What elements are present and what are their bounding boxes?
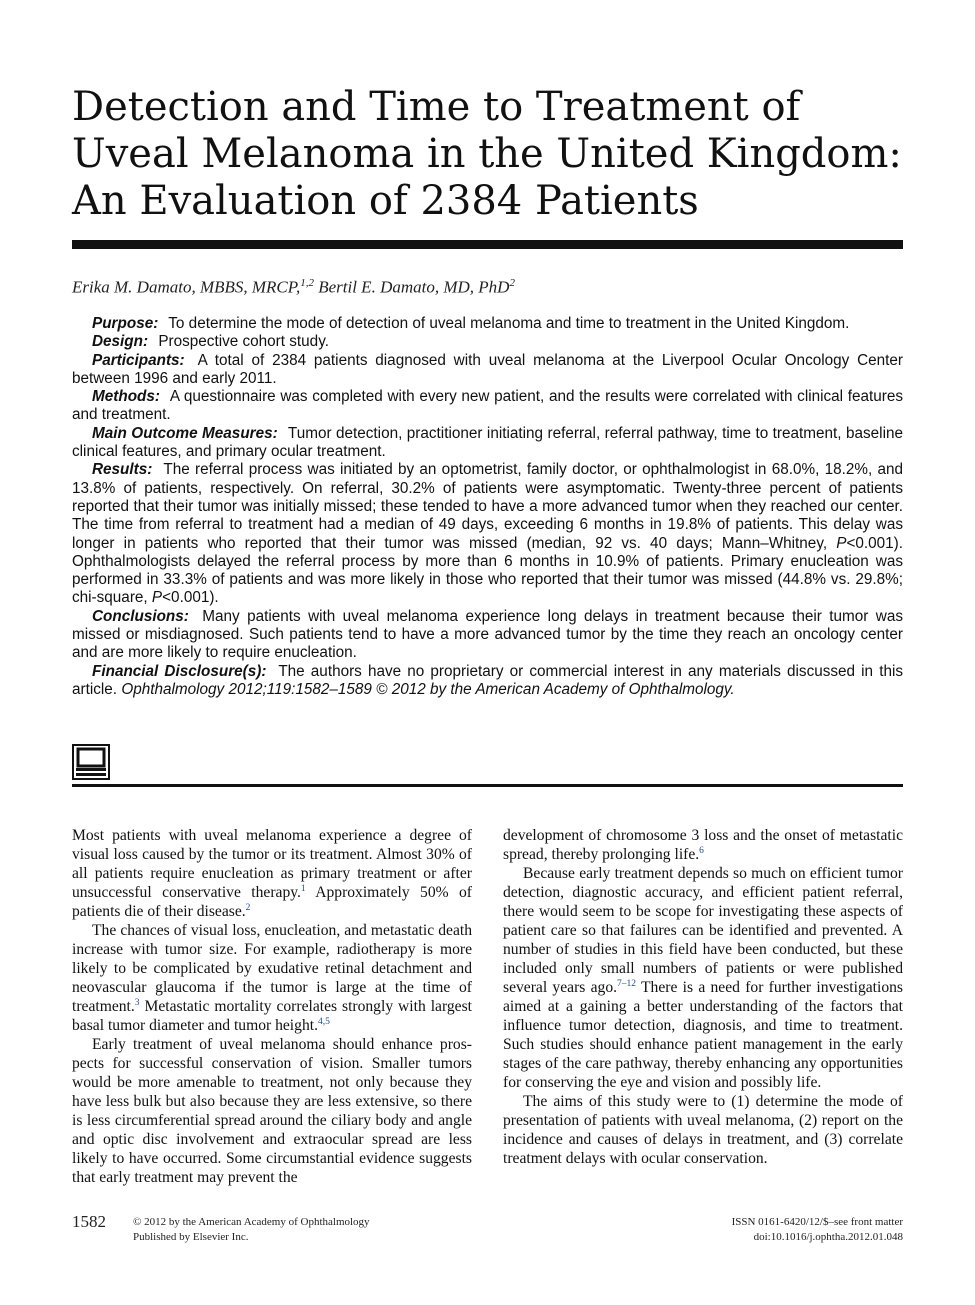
abstract bbox=[72, 315, 903, 699]
body-paragraph bbox=[72, 826, 472, 921]
participants-label: Participants: bbox=[92, 351, 185, 369]
reference-link[interactable]: 4,5 bbox=[317, 1016, 330, 1027]
page-number: 1582 bbox=[72, 1212, 106, 1231]
body-paragraph: Early treatment of uveal melanoma should enhance prospects for successful conservation of vision. Smaller tumors would be more amenable to treatment, not only because they have less bulk but also because they are less extensive, so there is less circumferential spread around the ciliary body and angle and optic disc involvement and extraocular spread are less likely to have occurred. Some circumstantial evidence suggests that early treatment may prevent the bbox=[72, 1036, 472, 1186]
purpose-label: Purpose: bbox=[92, 315, 159, 332]
abstract-conclusions bbox=[72, 608, 903, 663]
author-2-affiliation: 2 bbox=[509, 277, 515, 289]
footer-copyright: © 2012 by the American Academy of Ophthalmology bbox=[133, 1216, 370, 1228]
body-paragraph: The aims of this study were to (1) determine the mode of presentation of patients with uveal melanoma, (2) report on the incidence and causes of delays in treatment, and (3) correlate treatment delays with ocular conservation. bbox=[503, 1093, 903, 1167]
reference-link[interactable]: 6 bbox=[699, 845, 704, 856]
methods-label: Methods: bbox=[92, 388, 160, 406]
author-1-affiliation: 1,2 bbox=[300, 277, 314, 289]
computer-monitor-icon[interactable] bbox=[72, 744, 110, 780]
abstract-methods bbox=[72, 388, 903, 425]
main-outcome-text: Tumor detection, practitioner initiating referral, referral pathway, time to treatment, baseline clinical features, and primary ocular treatment. bbox=[72, 424, 903, 461]
main-outcome-label: Main Outcome Measures: bbox=[92, 424, 278, 442]
purpose-text: To determine the mode of detection of uveal melanoma and time to treatment in the United Kingdom. bbox=[168, 315, 850, 332]
abstract-results bbox=[72, 461, 903, 607]
body-column-left bbox=[72, 826, 472, 1187]
body-paragraph bbox=[503, 864, 903, 1092]
body-text: Approximately 50% of patients die of their disease. bbox=[72, 884, 472, 920]
body-text: Because early treatment depends so much on efficient tumor detection, diagnostic accuracy, and efficient patient referral, there would seem to be scope for investigating these aspects of patient care so that failures can be identified and prevented. A number of studies in this field have been conducted, but these included only small numbers of patients or were published several years ago. bbox=[503, 865, 903, 996]
results-text-c: <0.001). bbox=[162, 589, 219, 607]
results-p-value-2: P bbox=[151, 589, 163, 607]
footer-publisher: Published by Elsevier Inc. bbox=[133, 1231, 249, 1243]
abstract-participants bbox=[72, 352, 903, 389]
financial-text: The authors have no proprietary or commercial interest in any materials discussed in this article. bbox=[72, 662, 904, 698]
body-column-right bbox=[503, 826, 903, 1168]
design-label: Design: bbox=[92, 333, 149, 351]
results-text-b: <0.001). Ophthalmologists delayed the referral process by more than 6 months in 10.9% of patients. Primary enucleation was performed in 33.3% of patients and was more likely in those who reported that their tumor was missed (44.8% vs. 29.8%; chi-square, bbox=[72, 534, 903, 607]
reference-link[interactable]: 3 bbox=[134, 997, 140, 1008]
conclusions-label: Conclusions: bbox=[92, 607, 189, 625]
body-text: There is a need for further investigations aimed at a gaining a better understanding of the factors that influence tumor detection, diagnosis, and time to treatment. Such studies should enhance patient management in the early stages of the care pathway, thereby enhancing any opportunities for conserving the eye and vision and possibly life. bbox=[503, 979, 903, 1091]
article-title: Detection and Time to Treatment of Uveal Melanoma in the United Kingdom: An Evaluation of 2384 Patients bbox=[72, 84, 902, 224]
methods-text: A questionnaire was completed with every new patient, and the results were correlated with clinical features and treatment. bbox=[72, 388, 904, 424]
author-2: Bertil E. Damato, MD, PhD bbox=[318, 277, 510, 297]
footer-doi[interactable]: doi:10.1016/j.ophtha.2012.01.048 bbox=[753, 1231, 903, 1243]
conclusions-text: Many patients with uveal melanoma experience long delays in treatment because their tumor was missed or misdiagnosed. Such patients tend to have a more advanced tumor by the time they reach an oncology center and are more likely to require enucleation. bbox=[72, 607, 903, 662]
reference-link[interactable]: 1 bbox=[300, 883, 306, 894]
financial-label: Financial Disclosure(s): bbox=[92, 662, 267, 680]
body-paragraph bbox=[72, 921, 472, 1035]
abstract-rule bbox=[72, 784, 903, 787]
participants-text: A total of 2384 patients diagnosed with uveal melanoma at the Liverpool Ocular Oncology Center between 1996 and early 2011. bbox=[72, 351, 903, 387]
abstract-purpose bbox=[72, 315, 903, 333]
footer-issn: ISSN 0161-6420/12/$–see front matter bbox=[731, 1216, 903, 1228]
abstract-financial-disclosure bbox=[72, 663, 903, 700]
body-paragraph bbox=[503, 826, 903, 864]
abstract-main-outcome bbox=[72, 425, 903, 462]
title-rule bbox=[72, 240, 903, 249]
body-text: The chances of visual loss, enucleation, and metastatic death increase with tumor size. For example, radiotherapy is more likely to be complicated by exudative retinal detachment and neovascular glaucoma if the tumor is large at the time of treatment. bbox=[72, 922, 472, 1015]
results-text-a: The referral process was initiated by an optometrist, family doctor, or ophthalmologist in 68.0%, 18.2%, and 13.8% of patients, respectively. On referral, 30.2% of patients were asymptomatic. Twenty-three percent of patients reported that their tumor was initially missed; these tended to have a more advanced tumor when they reached our center. The time from referral to treatment had a median of 49 days, exceeding 6 months in 19.8% of patients. This delay was longer in patients who reported that their tumor was missed (median, 92 vs. 40 days; Mann–Whitney, bbox=[72, 461, 904, 552]
body-text: development of chromosome 3 loss and the onset of metastatic spread, thereby prolonging life. bbox=[503, 827, 903, 863]
abstract-design bbox=[72, 333, 903, 351]
reference-link[interactable]: 2 bbox=[245, 902, 251, 913]
reference-link[interactable]: 7–12 bbox=[617, 978, 637, 989]
journal-citation: Ophthalmology 2012;119:1582–1589 © 2012 by the American Academy of Ophthalmology. bbox=[121, 680, 735, 698]
footer-publisher-info bbox=[133, 1215, 370, 1245]
design-text: Prospective cohort study. bbox=[158, 333, 329, 351]
body-text: Most patients with uveal melanoma experience a degree of visual loss caused by the tumor or its treatment. Almost 30% of all patients require enucleation as primary treatment or after unsuccessful conservative therapy. bbox=[72, 827, 472, 901]
author-line bbox=[72, 271, 903, 300]
body-text: Metastatic mortality correlates strongly with largest basal tumor diameter and tumor height. bbox=[72, 998, 472, 1034]
results-label: Results: bbox=[92, 461, 153, 479]
results-p-value-1: P bbox=[836, 534, 847, 552]
author-1: Erika M. Damato, MBBS, MRCP, bbox=[72, 277, 301, 297]
footer-identifiers bbox=[600, 1215, 903, 1245]
